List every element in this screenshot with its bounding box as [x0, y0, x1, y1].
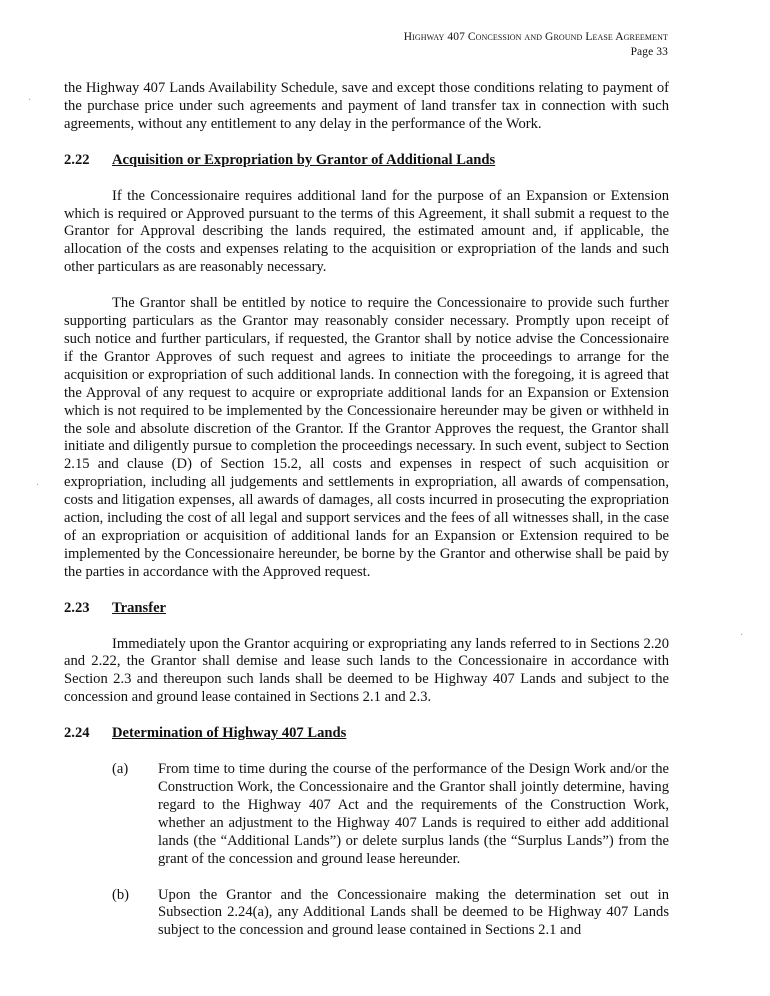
item-text: Upon the Grantor and the Concessionaire making the determination set out in Subsection 2.24(a), any Additional Lands shall be deemed to be Highway 407 Lands subject to the concession and ground lease contained in Sections 2.1 and — [158, 886, 669, 939]
section-title: Acquisition or Expropriation by Grantor of Additional Lands — [112, 151, 496, 168]
section-number: 2.22 — [64, 151, 90, 168]
section-heading-2-22 — [64, 152, 669, 170]
section-number: 2.23 — [64, 599, 90, 616]
item-text: From time to time during the course of the performance of the Design Work and/or the Construction Work, the Concessionaire and the Grantor shall jointly determine, having regard to the Highway 407 Act and the requirements of the Construction Work, whether an adjustment to the Highway 407 Lands is required to either add additional lands (the “Additional Lands”) or delete surplus lands (the “Surplus Lands”) from the grant of the concession and ground lease hereunder. — [158, 761, 669, 867]
section-title: Determination of Highway 407 Lands — [112, 725, 347, 742]
section-number: 2.24 — [64, 725, 90, 742]
continued-paragraph: the Highway 407 Lands Availability Schedule, save and except those conditions relating to payment of the purchase price under such agreements and payment of land transfer tax in connection with such agreements, without any entitlement to any delay in the performance of the Work. — [64, 80, 669, 132]
paragraph-2-22-request: If the Concessionaire requires additional land for the purpose of an Expansion or Extension which is required or Approved pursuant to the terms of this Agreement, it shall submit a request to the Grantor for Approval describing the lands required, the estimated amount and, if applicable, the allocation of the costs and expenses relating to the acquisition or expropriation of the lands and such other particulars as are reasonably necessary. — [64, 187, 669, 276]
section-heading-2-23 — [64, 600, 669, 618]
scan-speck: · — [36, 480, 40, 491]
running-header — [404, 30, 668, 60]
scan-speck: · — [28, 95, 32, 106]
list-item-b — [112, 887, 669, 941]
header-page-number: Page 33 — [630, 46, 668, 58]
document-body — [64, 80, 669, 940]
section-heading-2-24 — [64, 725, 669, 743]
header-title: Highway 407 Concession and Ground Lease Agreement — [403, 31, 668, 43]
paragraph-2-23-transfer: Immediately upon the Grantor acquiring or expropriating any lands referred to in Sections 2.20 and 2.22, the Grantor shall demise and lease such lands to the Concessionaire in accordance with Section 2.3 and thereupon such lands shall be deemed to be Highway 407 Lands and subject to the concession and ground lease contained in Sections 2.1 and 2.3. — [64, 635, 669, 706]
list-item-a — [112, 761, 669, 868]
item-label: (b) — [112, 886, 130, 903]
paragraph-2-22-grantor: The Grantor shall be entitled by notice to require the Concessionaire to provide such further supporting particulars as the Grantor may reasonably consider necessary. Promptly upon receipt of such notice and further particulars, if requested, the Grantor shall by notice advise the Concessionaire if the Grantor Approves of such request and agrees to initiate the proceedings to arrange for the acquisition or expropriation of such additional lands. In connection with the foregoing, it is agreed that the Approval of any request to acquire or expropriate additional lands for an Expansion or Extension which is not required to be implemented by the Concessionaire hereunder may be given or withheld in the sole and absolute discretion of the Grantor. If the Grantor Approves the request, the Grantor shall initiate and diligently pursue to completion the proceedings necessary. In such event, subject to Section 2.15 and clause (D) of Section 15.2, all costs and expenses in respect of such acquisition or expropriation, including all judgements and settlements in expropriation, all awards of compensation, costs and litigation expenses, all awards of damages, all costs incurred in prosecuting the expropriation action, including the cost of all legal and support services and the fees of all witnesses shall, in the case of an expropriation or acquisition of additional lands for an Expansion or Extension required to be implemented by the Concessionaire hereunder, be borne by the Grantor and otherwise shall be paid by the parties in accordance with the Approved request. — [64, 295, 669, 580]
section-title: Transfer — [112, 599, 167, 616]
scan-speck: · — [740, 630, 744, 641]
item-label: (a) — [112, 761, 129, 778]
